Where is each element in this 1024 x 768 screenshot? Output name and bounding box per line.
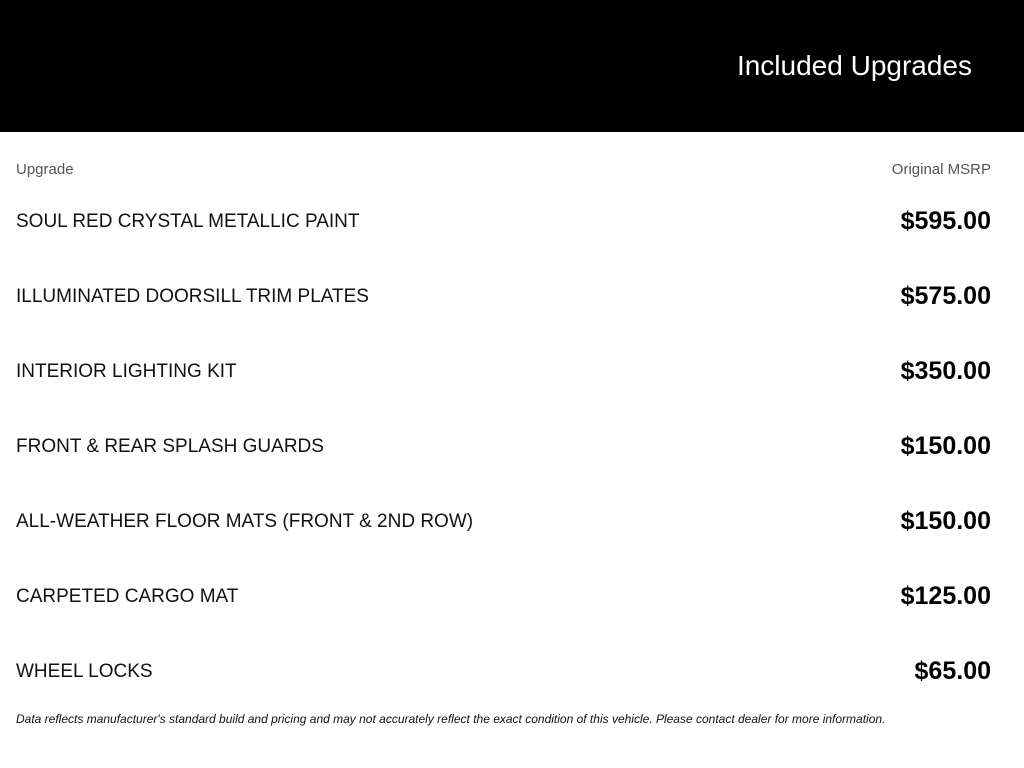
upgrade-name: SOUL RED CRYSTAL METALLIC PAINT xyxy=(16,211,360,232)
upgrade-price: $575.00 xyxy=(900,282,991,310)
upgrade-name: WHEEL LOCKS xyxy=(16,661,153,682)
upgrade-name: ILLUMINATED DOORSILL TRIM PLATES xyxy=(16,286,369,307)
list-item xyxy=(0,409,1024,484)
upgrade-price: $125.00 xyxy=(900,582,991,610)
upgrade-price: $65.00 xyxy=(914,657,991,685)
upgrade-name: ALL-WEATHER FLOOR MATS (FRONT & 2ND ROW) xyxy=(16,511,474,532)
upgrade-price: $150.00 xyxy=(900,507,991,535)
list-item xyxy=(0,484,1024,559)
list-item xyxy=(0,334,1024,409)
page-title: Included Upgrades xyxy=(736,50,972,81)
upgrade-name: INTERIOR LIGHTING KIT xyxy=(16,361,237,382)
upgrade-name: CARPETED CARGO MAT xyxy=(16,586,239,607)
upgrade-price: $595.00 xyxy=(900,207,991,235)
list-item xyxy=(0,184,1024,259)
upgrade-price: $150.00 xyxy=(900,432,991,460)
list-item xyxy=(0,559,1024,634)
list-item xyxy=(0,634,1024,709)
column-header-upgrade: Upgrade xyxy=(16,161,74,178)
list-item xyxy=(0,259,1024,334)
upgrades-list xyxy=(0,184,1024,709)
upgrade-price: $350.00 xyxy=(900,357,991,385)
upgrade-name: FRONT & REAR SPLASH GUARDS xyxy=(16,436,324,457)
column-header-msrp: Original MSRP xyxy=(891,161,991,178)
disclaimer-text: Data reflects manufacturer's standard build and pricing and may not accurately reflect the exact condition of this vehicle. Please contact dealer for more information. xyxy=(16,712,886,726)
header-bar xyxy=(0,0,1024,132)
